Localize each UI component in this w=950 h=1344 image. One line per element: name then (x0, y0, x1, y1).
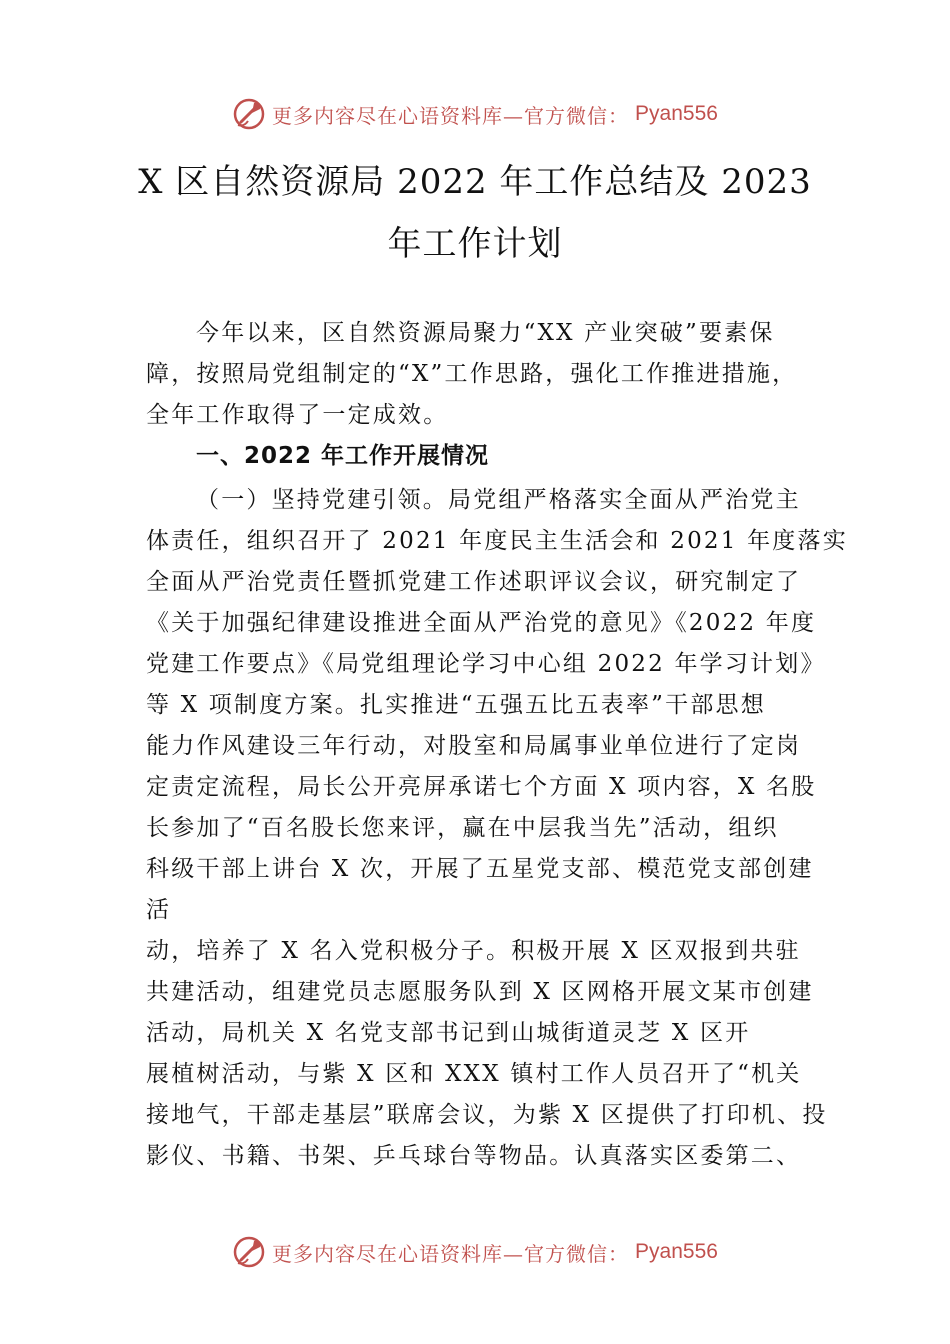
body-line: 共建活动，组建党员志愿服务队到 X 区网格开展文某市创建 (146, 979, 814, 1005)
body-line: 今年以来，区自然资源局聚力“XX 产业突破”要素保 (196, 320, 775, 346)
banner-text: 更多内容尽在心语资料库—官方微信： (272, 1241, 630, 1266)
body-line: 《关于加强纪律建设推进全面从严治党的意见》《2022 年度 (146, 610, 817, 636)
body-line: 影仪、书籍、书架、乒乓球台等物品。认真落实区委第二、 (146, 1143, 802, 1169)
body-line: 长参加了“百名股长您来评，赢在中层我当先”活动，组织 (146, 815, 779, 841)
body-line: 党建工作要点》《局党组理论学习中心组 2022 年学习计划》 (146, 651, 826, 677)
body-line: 活动，局机关 X 名党支部书记到山城街道灵芝 X 区开 (146, 1020, 751, 1046)
body-line: 接地气，干部走基层”联席会议，为紫 X 区提供了打印机、投 (146, 1102, 828, 1128)
quill-pen-logo-icon (232, 97, 266, 131)
header-watermark-banner (0, 94, 950, 134)
banner-wechat-id: Pyan556 (635, 102, 718, 125)
body-line: 科级干部上讲台 X 次，开展了五星党支部、模范党支部创建 (146, 856, 814, 882)
body-line: 能力作风建设三年行动，对股室和局属事业单位进行了定岗 (146, 733, 802, 759)
body-line: 等 X 项制度方案。扎实推进“五强五比五表率”干部思想 (146, 692, 766, 718)
banner-text: 更多内容尽在心语资料库—官方微信： (272, 103, 630, 128)
body-line: 全面从严治党责任暨抓党建工作述职评议会议，研究制定了 (146, 569, 802, 595)
body-line: 展植树活动，与紫 X 区和 XXX 镇村工作人员召开了“机关 (146, 1061, 802, 1087)
body-line: 体责任，组织召开了 2021 年度民主生活会和 2021 年度落实 (146, 528, 848, 554)
footer-watermark-banner (0, 1232, 950, 1272)
body-line: 定责定流程，局长公开亮屏承诺七个方面 X 项内容，X 名股 (146, 774, 817, 800)
body-line: 障，按照局党组制定的“X”工作思路，强化工作推进措施， (146, 361, 798, 387)
body-line: 动，培养了 X 名入党积极分子。积极开展 X 区双报到共驻 (146, 938, 801, 964)
body-line: 活 (146, 897, 172, 923)
section-heading: 一、2022 年工作开展情况 (196, 443, 490, 469)
document-title-line-1: X 区自然资源局 2022 年工作总结及 2023 (138, 162, 812, 202)
document-title-line-2: 年工作计划 (387, 224, 563, 264)
subsection-line: （一）坚持党建引领。局党组严格落实全面从严治党主 (196, 487, 801, 513)
banner-wechat-id: Pyan556 (635, 1240, 718, 1263)
quill-pen-logo-icon (232, 1235, 266, 1269)
body-line: 全年工作取得了一定成效。 (146, 402, 449, 428)
